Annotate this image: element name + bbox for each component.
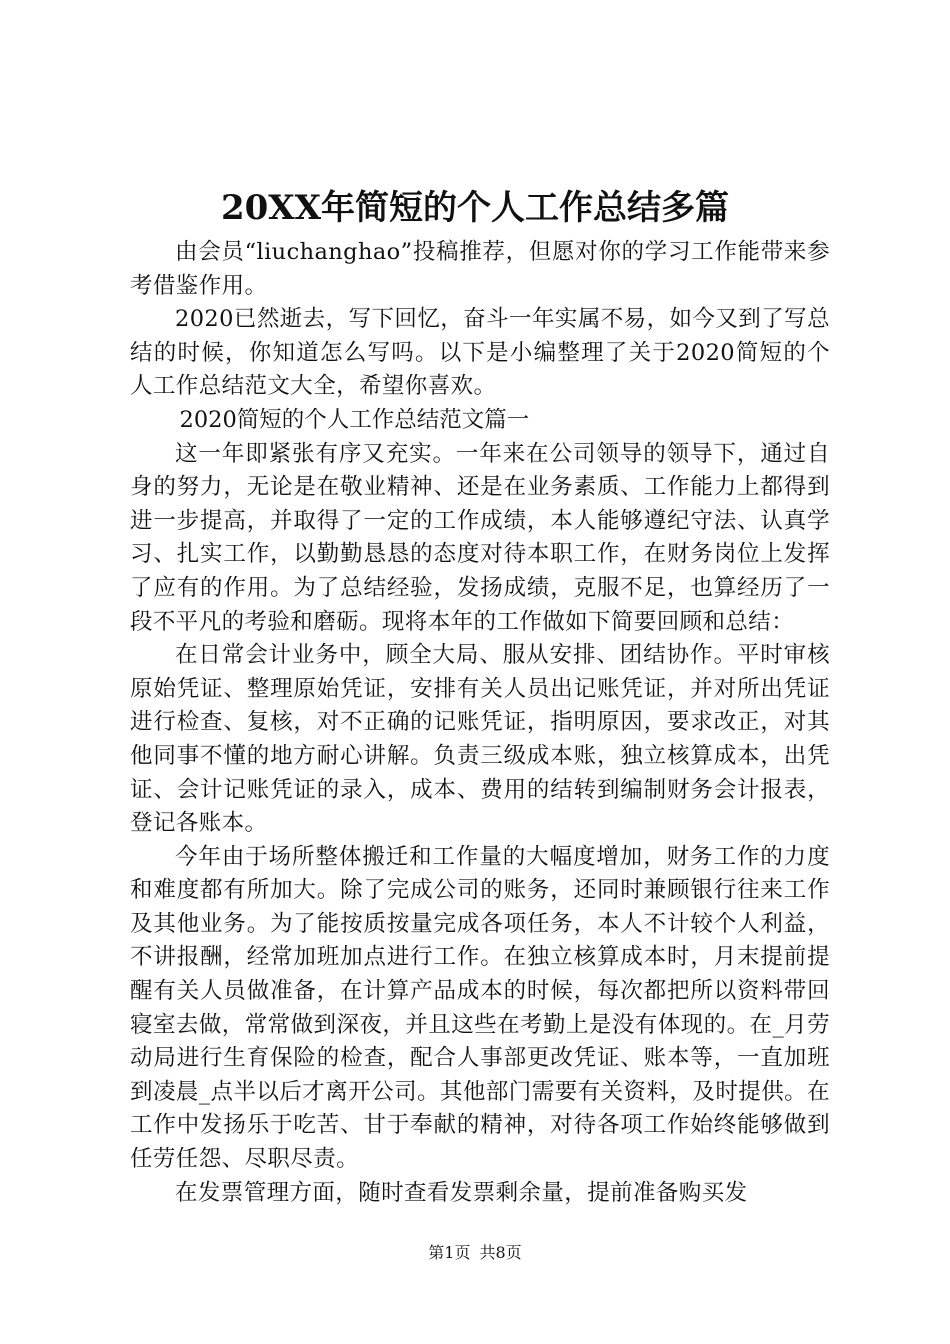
page-number: 第1页 xyxy=(428,1243,471,1262)
page-footer xyxy=(0,1242,950,1264)
preface-paragraph: 2020已然逝去，写下回忆，奋斗一年实属不易，如今又到了写总结的时候，你知道怎么写吗。以下是小编整理了关于2020简短的个人工作总结范文大全，希望你喜欢。 xyxy=(130,306,830,400)
body-paragraph: 在发票管理方面，随时查看发票剩余量，提前准备购买发 xyxy=(175,1179,748,1206)
body-paragraph: 这一年即紧张有序又充实。一年来在公司领导的领导下，通过自身的努力，无论是在敬业精神、还是在业务素质、工作能力上都得到进一步提高，并取得了一定的工作成绩，本人能够遵纪守法、认真学习、扎实工作，以勤勤恳恳的态度对待本职工作，在财务岗位上发挥了应有的作用。为了总结经验，发扬成绩，克服不足，也算经历了一段不平凡的考验和磨砺。现将本年的工作做如下简要回顾和总结： xyxy=(130,440,830,635)
intro-paragraph: 由会员“liuchanghao”投稿推荐，但愿对你的学习工作能带来参考借鉴作用。 xyxy=(130,239,830,299)
document-title: 20XX年简短的个人工作总结多篇 xyxy=(220,188,730,228)
section-heading: 2020简短的个人工作总结范文篇一 xyxy=(179,406,530,433)
page-total: 共8页 xyxy=(479,1243,522,1262)
body-paragraph: 在日常会计业务中，顾全大局、服从安排、团结协作。平时审核原始凭证、整理原始凭证，安排有关人员出记账凭证，并对所出凭证进行检查、复核，对不正确的记账凭证，指明原因，要求改正，对其他同事不懂的地方耐心讲解。负责三级成本账，独立核算成本，出凭证、会计记账凭证的录入，成本、费用的结转到编制财务会计报表，登记各账本。 xyxy=(130,642,830,837)
document-body xyxy=(130,236,830,1210)
body-paragraph: 今年由于场所整体搬迁和工作量的大幅度增加，财务工作的力度和难度都有所加大。除了完成公司的账务，还同时兼顾银行往来工作及其他业务。为了能按质按量完成各项任务，本人不计较个人利益，不讲报酬，经常加班加点进行工作。在独立核算成本时，月末提前提醒有关人员做准备，在计算产品成本的时候，每次都把所以资料带回寝室去做，常常做到深夜，并且这些在考勤上是没有体现的。在_月劳动局进行生育保险的检查，配合人事部更改凭证、账本等，一直加班到凌晨_点半以后才离开公司。其他部门需要有关资料，及时提供。在工作中发扬乐于吃苦、甘于奉献的精神，对待各项工作始终能够做到任劳任怨、尽职尽责。 xyxy=(130,843,830,1173)
